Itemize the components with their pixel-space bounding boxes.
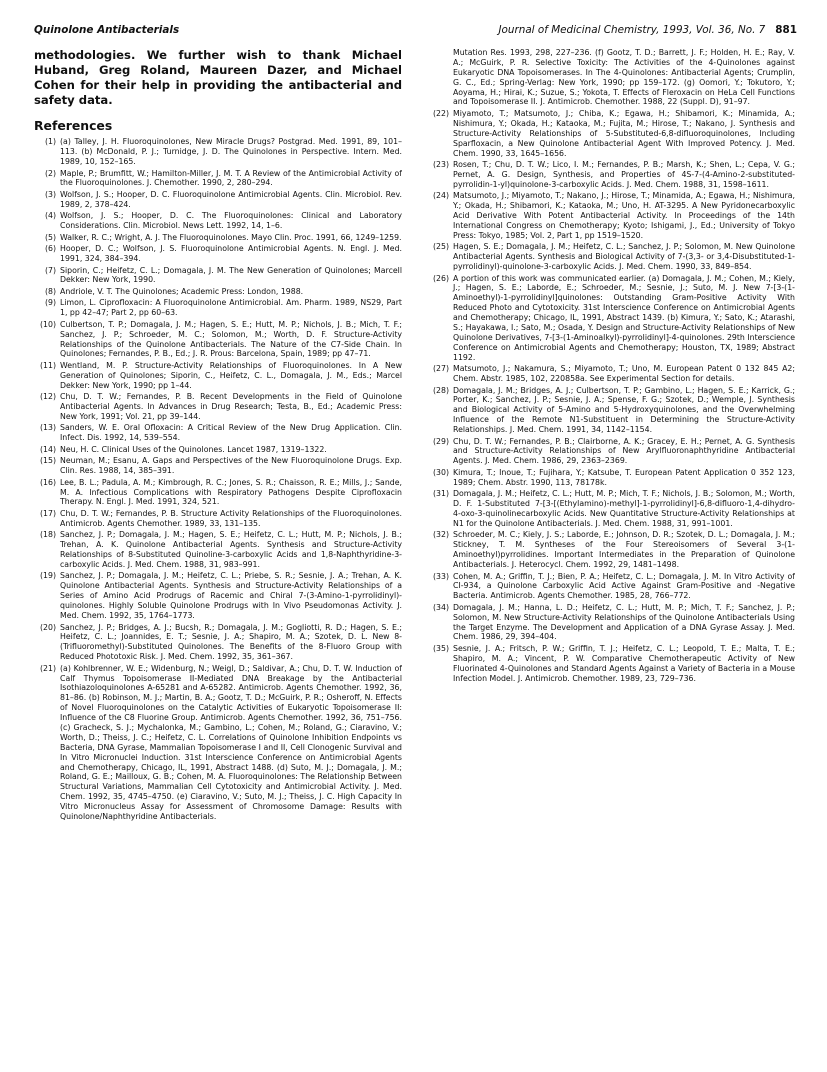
reference-item [34,211,402,231]
reference-number: (24) [432,191,449,201]
reference-item [34,320,402,360]
reference-item [34,445,402,455]
reference-text: Sanchez, J. P.; Domagala, J. M.; Hagen, S. E.; Heifetz, C. L.; Hutt, M. P.; Nichols, J. B.; Trehan, A. K. Quinolone Antibacterial Agents. Synthesis and Structure-Activity Relationships of 8-Substituted Quinoline-3-carboxylic Acids and 1,8-Naphthyridine-3-carboxylic Acids. J. Med. Chem. 1988, 31, 983–991. [60,530,402,569]
reference-item [34,190,402,210]
reference-number: (13) [39,423,56,433]
reference-item [427,489,795,529]
reference-item [34,478,402,508]
reference-text: Hagen, S. E.; Domagala, J. M.; Heifetz, C. L.; Sanchez, J. P.; Solomon, M. New Quinolone Antibacterial Agents. Synthesis and Biological Activity of 7-(3,3- or 3,4-Disubstituted-1-pyrrolidinyl)-quinolone-3-carboxylic Acids. J. Med. Chem. 1990, 33, 849–854. [453,242,795,272]
reference-item [34,298,402,318]
reference-number: (8) [44,286,56,296]
reference-text: Sanchez, J. P.; Bridges, A. J.; Bucsh, R.; Domagala, J. M.; Gogliotti, R. D.; Hagen, S. E.; Heifetz, C. L.; Joannides, E. T.; Sesnie, J. A.; Shapiro, M. A.; Szotek, D. L. New 8-(Trifluoromethyl)-Substituted Quinolones. The Benefits of the 8-Fluoro Group with Reduced Phototoxic Risk. J. Med. Chem. 1992, 35, 361–367. [60,622,402,662]
page-number: 881 [775,24,797,36]
reference-text: A portion of this work was communicated earlier. (a) Domagala, J. M.; Cohen, M.; Kiely, J.; Hagen, S. E.; Laborde, E.; Schroeder, M.; Sesnie, J.; Suto, M. J. New 7-[3-(1-Aminoethyl)-1-pyrrolidinyl]quinolones: Outstanding Gram-Positive Activity With Reduced Photo and Cytotoxicity. 31st Interscience Conference on Antimicrobial Agents and Chemotherapy; Chicago, IL, 1991, Abstract 1439. (b) Kimura, Y.; Sato, K.; Atarashi, S.; Hayakawa, I.; Sato, M.; Osada, Y. Design and Structure-Activity Relationships of New Quinolone Derivatives, 7-[3-(1-Aminoalkyl)-pyrrolidinyl]-4-quinolones. 29th Interscience Conference on Antimicrobial Agents and Chemotherapy; Houston, TX, 1989; Abstract 1192. [453,273,795,362]
reference-text: Walker, R. C.; Wright, A. J. The Fluoroquinolones. Mayo Clin. Proc. 1991, 66, 1249–1259. [60,232,402,242]
reference-item [34,266,402,286]
reference-text: Maple, P.; Brumfitt, W.; Hamilton-Miller, J. M. T. A Review of the Antimicrobial Activity of the Fluoroquinolones. J. Chemother. 1990, 2, 280–294. [60,168,402,188]
reference-item [427,160,795,190]
reference-number: (4) [44,211,56,221]
reference-number: (20) [39,622,56,632]
section-title: Quinolone Antibacterials [34,24,180,36]
right-column [427,48,795,1058]
reference-text: Cohen, M. A.; Griffin, T. J.; Bien, P. A.; Heifetz, C. L.; Domagala, J. M. In Vitro Activity of CI-934, a Quinolone Carboxylic Acid Active Against Gram-Positive and -Negative Bacteria. Antimicrob. Agents Chemother. 1985, 28, 766–772. [453,571,795,601]
running-header [34,24,797,40]
reference-number: (1) [44,137,56,147]
reference-item [34,664,402,822]
reference-number: (27) [432,364,449,374]
reference-item [427,109,795,158]
reference-item [34,233,402,243]
reference-number: (35) [432,643,449,653]
reference-item [427,274,795,363]
reference-number: (3) [44,189,56,199]
reference-item [34,456,402,476]
reference-item [34,509,402,529]
reference-number: (17) [39,508,56,518]
reference-item [34,423,402,443]
reference-number: (15) [39,456,56,466]
reference-number: (7) [44,265,56,275]
reference-item [34,169,402,189]
reference-number: (34) [432,602,449,612]
reference-number: (11) [39,360,56,370]
reference-item [34,287,402,297]
reference-item [34,571,402,620]
reference-item [34,623,402,663]
reference-item [427,572,795,602]
reference-continuation: Mutation Res. 1993, 298, 227–236. (f) Gootz, T. D.; Barrett, J. F.; Holden, H. E.; Ray, V. A.; McGuirk, P. R. Selective Toxicity: The Activities of the 4-Quinolones against Eukaryotic DNA Topoisomerases. In The 4-Quinolones: Antibacterial Agents; Crumplin, G. C., Ed.; Spring-Verlag: New York, 1990; pp 159–172. (g) Oomori, Y.; Tokutoro, Y.; Aoyama, H.; Hirai, K.; Suzue, S.; Yokota, T. Effects of Fleroxacin on HeLa Cell Functions and Topoisomerase II. J. Antimicrob. Chemother. 1988, 22 (Suppl. D), 91–97. [453,48,795,107]
reference-text: Siporin, C.; Heifetz, C. L.; Domagala, J. M. The New Generation of Quinolones; Marcell Dekker: New York, 1990. [60,265,402,285]
acknowledgment: methodologies. We further wish to thank Michael Huband, Greg Roland, Maureen Dazer, and Michael Cohen for their help in providing the antibacterial and safety data. [34,48,402,108]
reference-item [34,392,402,422]
reference-item [427,242,795,272]
reference-number: (18) [39,530,56,540]
reference-text: Kimura, T.; Inoue, T.; Fujihara, Y.; Katsube, T. European Patent Application 0 352 123, 1989; Chem. Abstr. 1990, 113, 78178k. [453,467,795,487]
reference-text: Andriole, V. T. The Quinolones; Academic Press: London, 1988. [60,286,304,296]
reference-number: (21) [39,663,56,673]
reference-text: Culbertson, T. P.; Domagala, J. M.; Hagen, S. E.; Hutt, M. P.; Nichols, J. B.; Mich, T. F.; Sanchez, J. P.; Schroeder, M. C.; Solomon, M.; Worth, D. F. Structure-Activity Relationships of the Quinolone Antibacterials. The Nature of the C7-Side Chain. In Quinolones; Fernandes, P. B., Ed.; J. R. Prous: Barcelona, Spain, 1989; pp 47–71. [60,319,402,359]
reference-text: Matsumoto, J.; Miyamoto, T.; Nakano, J.; Hirose, T.; Minamida, A.; Egawa, H.; Nishimura, Y.; Okada, H.; Shibamori, K.; Kataoka, M.; Uno, H. AT-3295. A New Pyridonecarboxylic Acid Derivative With Potent Antibacterial Activity. In Proceedings of the 14th International Congress on Chemotherapy; Kyoto; Ishigami, J., Ed.; University of Tokyo Press: Tokyo, 1985; Vol. 2, Part 1, pp 1519–1520. [453,191,795,240]
left-column [34,48,402,1058]
reference-number: (30) [432,467,449,477]
reference-number: (28) [432,385,449,395]
reference-number: (19) [39,571,56,581]
reference-text: Wolfson, J. S.; Hooper, D. C. The Fluoroquinolones: Clinical and Laboratory Considerations. Clin. Microbiol. News Lett. 1992, 14, 1–6. [60,211,402,231]
reference-item [34,137,402,167]
reference-text: (a) Talley, J. H. Fluoroquinolones, New Miracle Drugs? Postgrad. Med. 1991, 89, 101–113. (b) McDonald, P. J.; Turnidge, J. D. The Quinolones in Perspective. Intern. Med. 1989, 10, 152–165. [60,137,402,167]
reference-text: Domagala, J. M.; Heifetz, C. L.; Hutt, M. P.; Mich, T. F.; Nichols, J. B.; Solomon, M.; Worth, D. F. 1-Substituted 7-[3-[(Ethylamino)-methyl]-1-pyrrolidinyl]-6,8-difluoro-1,4-dihydro-4-oxo-3-quinolinecarboxylic Acids. New Quantitative Structure-Activity Relationships at N1 for the Quinolone Antibacterials. J. Med. Chem. 1988, 31, 991–1001. [453,489,795,528]
reference-number: (26) [432,273,449,283]
reference-text: Chu, D. T. W.; Fernandes, P. B. Structure Activity Relationships of the Fluoroquinolones. Antimicrob. Agents Chemother. 1989, 33, 131–135. [60,508,402,528]
journal-citation [498,24,797,36]
reference-number: (5) [44,232,56,242]
reference-number: (23) [432,159,449,169]
left-reference-list [34,137,402,822]
reference-item [427,437,795,467]
reference-text: Sesnie, J. A.; Fritsch, P. W.; Griffin, T. J.; Heifetz, C. L.; Leopold, T. E.; Malta, T. E.; Shapiro, M. A.; Vincent, P. W. Comparative Chemotherapeutic Activity of New Fluorinated 4-Quinolones and Standard Agents Against a Variety of Bacteria in a Mouse Infection Model. J. Antimicrob. Chemother. 1989, 23, 729–736. [453,643,795,683]
reference-text: Schroeder, M. C.; Kiely, J. S.; Laborde, E.; Johnson, D. R.; Szotek, D. L.; Domagala, J. M.; Stickney, T. M. Syntheses of the Four Stereoisomers of Several 3-(1-Aminoethyl)pyrrolidines. Important Intermediates in the Preparation of Quinolone Antibacterials. J. Heterocycl. Chem. 1992, 29, 1481–1498. [453,530,795,570]
reference-item [427,191,795,240]
reference-text: Sanchez, J. P.; Domagala, J. M.; Heifetz, C. L.; Priebe, S. R.; Sesnie, J. A.; Trehan, A. K. Quinolone Antibacterial Agents. Synthesis and Structure-Activity Relationships of a Series of Amino Acid Prodrugs of Racemic and Chiral 7-(3-Amino-1-pyrrolidinyl)-quinolones. Highly Soluble Quinolone Prodrugs with In Vivo Pseudomonas Activity. J. Med. Chem. 1992, 35, 1764–1773. [60,571,402,621]
reference-number: (2) [44,168,56,178]
reference-item [427,386,795,435]
reference-text: Miyamoto, T.; Matsumoto, J.; Chiba, K.; Egawa, H.; Shibamori, K.; Minamida, A.; Nishimura, Y.; Okada, H.; Kataoka, M.; Fujita, M.; Hirose, T.; Nakano, J. Synthesis and Structure-Activity Relationships of 5-Substituted-6,8-difluoroquinolones, Including Sparfloxacin, a New Quinolone Antibacterial Agent With Improved Potency. J. Med. Chem. 1990, 33, 1645–1656. [453,108,795,158]
reference-item [427,468,795,488]
reference-text: Limon, L. Ciprofloxacin: A Fluoroquinolone Antimicrobial. Am. Pharm. 1989, NS29, Part 1, pp 42–47; Part 2, pp 60–63. [60,298,402,318]
reference-text: Rosen, T.; Chu, D. T. W.; Lico, I. M.; Fernandes, P. B.; Marsh, K.; Shen, L.; Cepa, V. G.; Pernet, A. G. Design, Synthesis, and Properties of 4S-7-(4-Amino-2-substituted-pyrrolidin-1-yl)quinolone-3-carboxylic Acids. J. Med. Chem. 1988, 31, 1598–1611. [453,159,795,189]
reference-text: Domagala, J. M.; Bridges, A. J.; Culbertson, T. P.; Gambino, L.; Hagen, S. E.; Karrick, G.; Porter, K.; Sanchez, J. P.; Sesnie, J. A.; Spense, F. G.; Szotek, D.; Wemple, J. Synthesis and Biological Activity of 5-Amino and 5-Hydroxyquinolones, and the Overwhelming Influence of the Remote N1-Substituent in Determining the Structure-Activity Relationships. J. Med. Chem. 1991, 34, 1142–1154. [453,385,795,435]
reference-item [427,364,795,384]
reference-text: Hooper, D. C.; Wolfson, J. S. Fluoroquinolone Antimicrobial Agents. N. Engl. J. Med. 1991, 324, 384–394. [60,244,402,264]
reference-number: (29) [432,436,449,446]
reference-number: (31) [432,489,449,499]
right-reference-list [427,109,795,684]
reference-number: (22) [432,108,449,118]
reference-number: (32) [432,530,449,540]
reference-item [34,361,402,391]
reference-text: Chu, D. T. W.; Fernandes, P. B.; Clairborne, A. K.; Gracey, E. H.; Pernet, A. G. Synthesis and Structure-Activity Relationships of New Arylfluoronaphthyridine Antibacterial Agents. J. Med. Chem. 1986, 29, 2363–2369. [453,436,795,466]
reference-text: (a) Kohlbrenner, W. E.; Widenburg, N.; Weigl, D.; Saldivar, A.; Chu, D. T. W. Induction of Calf Thymus Topoisomerase II-Mediated DNA Breakage by the Antibacterial Isothiazoloquinolones A-65281 and A-65282. Antimicrob. Agents Chemother. 1992, 36, 81–86. (b) Robinson, M. J.; Martin, B. A.; Gootz, T. D.; McGuirk, P. R.; Osheroff, N. Effects of Novel Fluoroquinolones on the Catalytic Activities of Eukaryotic Topoisomerase II: Influence of the C8 Fluorine Group. Antimicrob. Agents Chemother. 1992, 36, 751–756. (c) Gracheck, S. J.; Mychalonka, M.; Gambino, L.; Cohen, M.; Roland, G.; Ciaravino, V.; Worth, D.; Theiss, J. C.; Heifetz, C. L. Correlations of Quinolone Inhibition Endpoints vs Bacteria, DNA Gyrase, Mammalian Topoisomerase I and II, Cell Clonogenic Survival and In Vitro Micronuclei Induction. 31st Interscience Conference on Antimicrobial Agents and Chemotherapy, Chicago, IL, 1991, Abstract 1488. (d) Suto, M. J.; Domagala, J. M.; Roland, G. E.; Mailloux, G. B.; Cohen, M. A. Fluoroquinolones: The Relationship Between Structural Variations, Mammalian Cell Cytotoxicity and Antimicrobial Activity. J. Med. Chem. 1992, 35, 4745–4750. (e) Ciaravino, V.; Suto, M. J.; Theiss, J. C. High Capacity In Vitro Micronucleus Assay for Assessment of Chromosome Damage: Results with Quinolone/Naphthyridine Antibacterials. [60,663,402,822]
reference-text: Domagala, J. M.; Hanna, L. D.; Heifetz, C. L.; Hutt, M. P.; Mich, T. F.; Sanchez, J. P.; Solomon, M. New Structure-Activity Relationships of the Quinolone Antibacterials Using the Target Enzyme. The Development and Application of a DNA Gyrase Assay. J. Med. Chem. 1986, 29, 394–404. [453,602,795,642]
reference-number: (10) [39,319,56,329]
reference-number: (12) [39,392,56,402]
reference-text: Wolfson, J. S.; Hooper, D. C. Fluoroquinolone Antimicrobial Agents. Clin. Microbiol. Rev. 1989, 2, 378–424. [60,189,402,209]
reference-text: Lee, B. L.; Padula, A. M.; Kimbrough, R. C.; Jones, S. R.; Chaisson, R. E.; Mills, J.; Sande, M. A. Infectious Complications with Respiratory Pathogens Despite Ciprofloxacin Therapy. N. Engl. J. Med. 1991, 324, 521. [60,477,402,507]
reference-text: Matsumoto, J.; Nakamura, S.; Miyamoto, T.; Uno, M. European Patent 0 132 845 A2; Chem. Abstr. 1985, 102, 220858a. See Experimental Section for details. [453,364,795,384]
references-heading: References [34,118,113,134]
reference-text: Sanders, W. E. Oral Ofloxacin: A Critical Review of the New Drug Application. Clin. Infect. Dis. 1992, 14, 539–554. [60,423,402,443]
reference-number: (25) [432,242,449,252]
reference-text: Wentland, M. P. Structure-Activity Relationships of Fluoroquinolones. In A New Generation of Quinolones; Siporin, C., Heifetz, C. L., Domagala, J. M., Eds.; Marcel Dekker: New York, 1990; pp 1–44. [60,360,402,390]
reference-text: Neuman, M.; Esanu, A. Gaps and Perspectives of the New Fluoroquinolone Drugs. Exp. Clin. Res. 1988, 14, 385–391. [60,456,402,476]
journal-name: Journal of Medicinal Chemistry, 1993, Vol. 36, No. 7 [498,24,766,36]
reference-number: (14) [39,444,56,454]
reference-number: (9) [44,298,56,308]
reference-item [427,644,795,684]
reference-item [34,244,402,264]
reference-number: (16) [39,477,56,487]
reference-item [34,530,402,570]
reference-text: Neu, H. C. Clinical Uses of the Quinolones. Lancet 1987, 1319–1322. [60,444,327,454]
reference-number: (6) [44,244,56,254]
reference-number: (33) [432,571,449,581]
reference-item [427,530,795,570]
reference-text: Chu, D. T. W.; Fernandes, P. B. Recent Developments in the Field of Quinolone Antibacterial Agents. In Advances in Drug Research; Testa, B., Ed.; Academic Press: New York, 1991; Vol. 21, pp 39–144. [60,392,402,421]
reference-item [427,603,795,643]
